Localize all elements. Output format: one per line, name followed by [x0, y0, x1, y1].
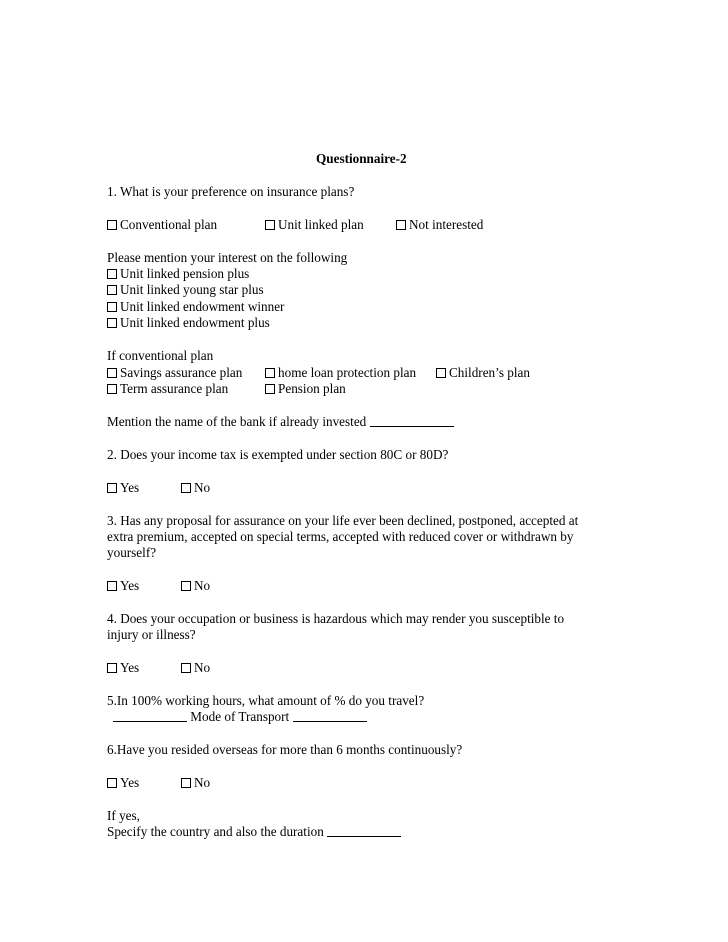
- q6-option-yes[interactable]: Yes: [107, 775, 139, 791]
- checkbox[interactable]: [181, 581, 191, 591]
- checkbox[interactable]: [265, 368, 275, 378]
- question-3-line-2: extra premium, accepted on special terms, accepted with reduced cover or withdrawn by: [107, 529, 574, 544]
- q4-option-no[interactable]: No: [181, 660, 210, 676]
- question-3-line-1: 3. Has any proposal for assurance on your life ever been declined, postponed, accepted at: [107, 513, 579, 528]
- checkbox[interactable]: [107, 318, 117, 328]
- q1-option-conventional[interactable]: Conventional plan: [107, 217, 217, 233]
- travel-percent-field[interactable]: [113, 709, 187, 722]
- conventional-option-savings[interactable]: Savings assurance plan: [107, 365, 242, 381]
- conventional-option-term[interactable]: Term assurance plan: [107, 381, 228, 397]
- conventional-option-pension[interactable]: Pension plan: [265, 381, 346, 397]
- conventional-option-home-loan[interactable]: home loan protection plan: [265, 365, 416, 381]
- checkbox[interactable]: [107, 581, 117, 591]
- checkbox[interactable]: [181, 778, 191, 788]
- q3-option-no[interactable]: No: [181, 578, 210, 594]
- country-duration-field[interactable]: [327, 824, 401, 837]
- if-yes-label: If yes,: [107, 808, 140, 823]
- question-2: 2. Does your income tax is exempted under section 80C or 80D?: [107, 447, 449, 462]
- question-4-line-2: injury or illness?: [107, 627, 196, 642]
- question-3-line-3: yourself?: [107, 545, 157, 560]
- q3-option-yes[interactable]: Yes: [107, 578, 139, 594]
- bank-question: Mention the name of the bank if already invested: [107, 414, 454, 430]
- q2-option-yes[interactable]: Yes: [107, 480, 139, 496]
- interest-option-endowment-winner[interactable]: Unit linked endowment winner: [107, 299, 284, 315]
- question-1: 1. What is your preference on insurance plans?: [107, 184, 355, 199]
- interest-heading: Please mention your interest on the following: [107, 250, 348, 265]
- conventional-heading: If conventional plan: [107, 348, 214, 363]
- question-6: 6.Have you resided overseas for more than 6 months continuously?: [107, 742, 463, 757]
- interest-option-endowment-plus[interactable]: Unit linked endowment plus: [107, 315, 270, 331]
- q1-option-unit-linked[interactable]: Unit linked plan: [265, 217, 364, 233]
- checkbox[interactable]: [396, 220, 406, 230]
- conventional-option-children[interactable]: Children’s plan: [436, 365, 530, 381]
- q1-option-not-interested[interactable]: Not interested: [396, 217, 483, 233]
- checkbox[interactable]: [107, 483, 117, 493]
- q2-option-no[interactable]: No: [181, 480, 210, 496]
- checkbox[interactable]: [107, 778, 117, 788]
- question-4-line-1: 4. Does your occupation or business is hazardous which may render you susceptible to: [107, 611, 565, 626]
- interest-option-young-star-plus[interactable]: Unit linked young star plus: [107, 282, 264, 298]
- checkbox[interactable]: [107, 220, 117, 230]
- checkbox[interactable]: [107, 368, 117, 378]
- travel-row: Mode of Transport: [113, 709, 367, 725]
- specify-row: Specify the country and also the duration: [107, 824, 401, 840]
- bank-name-field[interactable]: [370, 414, 454, 427]
- checkbox[interactable]: [265, 384, 275, 394]
- checkbox[interactable]: [107, 663, 117, 673]
- checkbox[interactable]: [107, 285, 117, 295]
- checkbox[interactable]: [107, 269, 117, 279]
- question-5: 5.In 100% working hours, what amount of % do you travel?: [107, 693, 425, 708]
- transport-mode-field[interactable]: [293, 709, 367, 722]
- checkbox[interactable]: [265, 220, 275, 230]
- page-title: Questionnaire-2: [316, 151, 407, 166]
- interest-option-pension-plus[interactable]: Unit linked pension plus: [107, 266, 249, 282]
- checkbox[interactable]: [107, 302, 117, 312]
- checkbox[interactable]: [181, 663, 191, 673]
- checkbox[interactable]: [181, 483, 191, 493]
- checkbox[interactable]: [436, 368, 446, 378]
- checkbox[interactable]: [107, 384, 117, 394]
- q6-option-no[interactable]: No: [181, 775, 210, 791]
- q4-option-yes[interactable]: Yes: [107, 660, 139, 676]
